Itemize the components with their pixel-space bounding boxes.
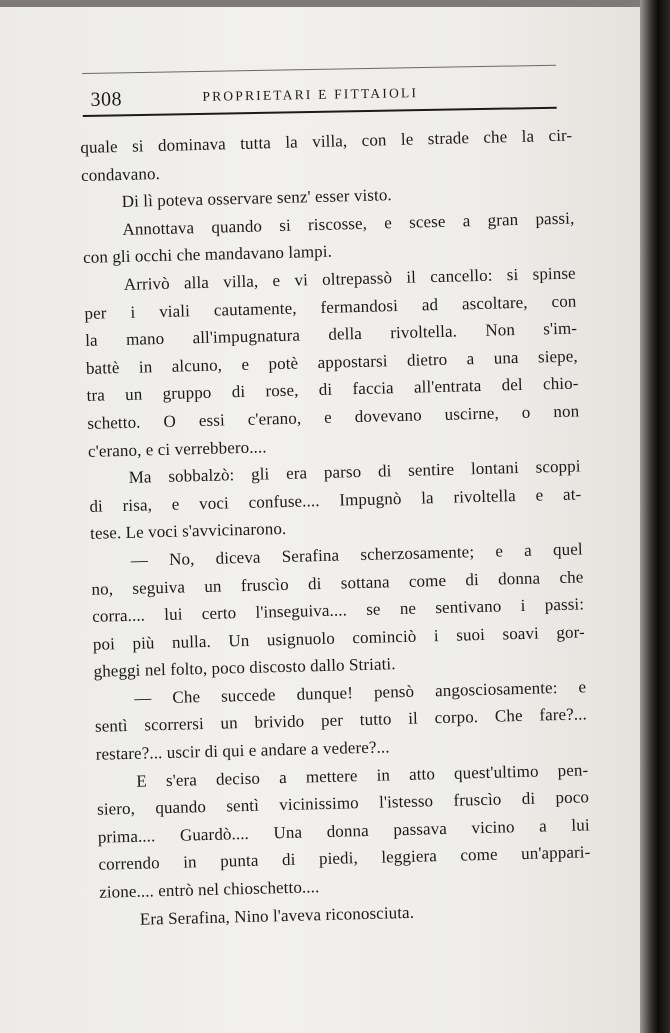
text-line: con gli occhi che mandavano lampi. <box>82 242 333 268</box>
text-line: no, seguiva un fruscìo di sottana come di donna che <box>91 566 584 599</box>
text-line: sentì scorrersi un brivido per tutto il corpo. Che fare?... <box>94 704 588 737</box>
text-line: restare?... uscir di qui e andare a vedere?... <box>95 737 390 764</box>
text-line: correndo in punta di piedi, leggiera come un'appari- <box>98 842 591 875</box>
text-line: schetto. O essi c'erano, e dovevano uscirne, o non <box>87 401 580 433</box>
text-line: Arrivò alla villa, e vi oltrepassò il cancello: si spinse <box>123 263 576 294</box>
text-line: tra un gruppo di rose, di faccia all'entrata del chio- <box>86 373 579 406</box>
body-text <box>80 122 592 934</box>
text-line: — No, diceva Serafina scherzosamente; e a quel <box>130 539 583 570</box>
text-line: Annottava quando si riscosse, e scese a gran passi, <box>122 208 575 239</box>
text-line: Era Serafina, Nino l'aveva riconosciuta. <box>139 902 415 929</box>
text-line: Ma sobbalzò: gli era parso di sentire lontani scoppi <box>128 456 581 487</box>
text-line: Di lì poteva osservare senz' esser visto. <box>121 185 393 212</box>
text-line: c'erano, e ci verrebbero.... <box>87 436 267 461</box>
text-line: siero, quando sentì vicinissimo l'istesso fruscìo di poco <box>96 787 590 820</box>
text-line: E s'era deciso a mettere in atto quest'ultimo pen- <box>136 760 589 791</box>
text-line: per i viali cautamente, fermandosi ad ascoltare, con <box>84 291 577 323</box>
text-line: prima.... Guardò.... Una donna passava vicino a lui <box>97 815 590 847</box>
page-number: 308 <box>90 88 123 111</box>
text-line: corra.... lui certo l'inseguiva.... se ne sentivano i passi: <box>91 594 585 626</box>
text-line: tese. Le voci s'avvicinarono. <box>89 519 287 544</box>
text-line: la mano all'impugnatura della rivoltella. Non s'im- <box>84 318 578 351</box>
text-line: quale si dominava tutta la villa, con le strade che la cir- <box>80 125 573 157</box>
running-header <box>82 65 557 119</box>
book-binding-edge <box>640 0 670 1033</box>
text-line: gheggi nel folto, poco discosto dallo Striati. <box>93 654 396 682</box>
text-line: condavano. <box>80 163 161 185</box>
page-top-edge <box>0 0 640 7</box>
text-line: poi più nulla. Un usignuolo cominciò i suoi soavi gor- <box>92 622 585 654</box>
running-title: PROPRIETARI E FITTAIOLI <box>202 85 419 104</box>
text-line: di risa, e voci confuse.... Impugnò la rivoltella e at- <box>89 484 582 516</box>
text-line: battè in alcuno, e potè appostarsi dietro a una siepe, <box>85 346 579 378</box>
header-rule-top <box>82 65 556 74</box>
header-rule-bottom <box>83 107 557 117</box>
text-line: — Che succede dunque! pensò angosciosamente: e <box>134 677 587 708</box>
text-line: zione.... entrò nel chioschetto.... <box>98 877 320 902</box>
